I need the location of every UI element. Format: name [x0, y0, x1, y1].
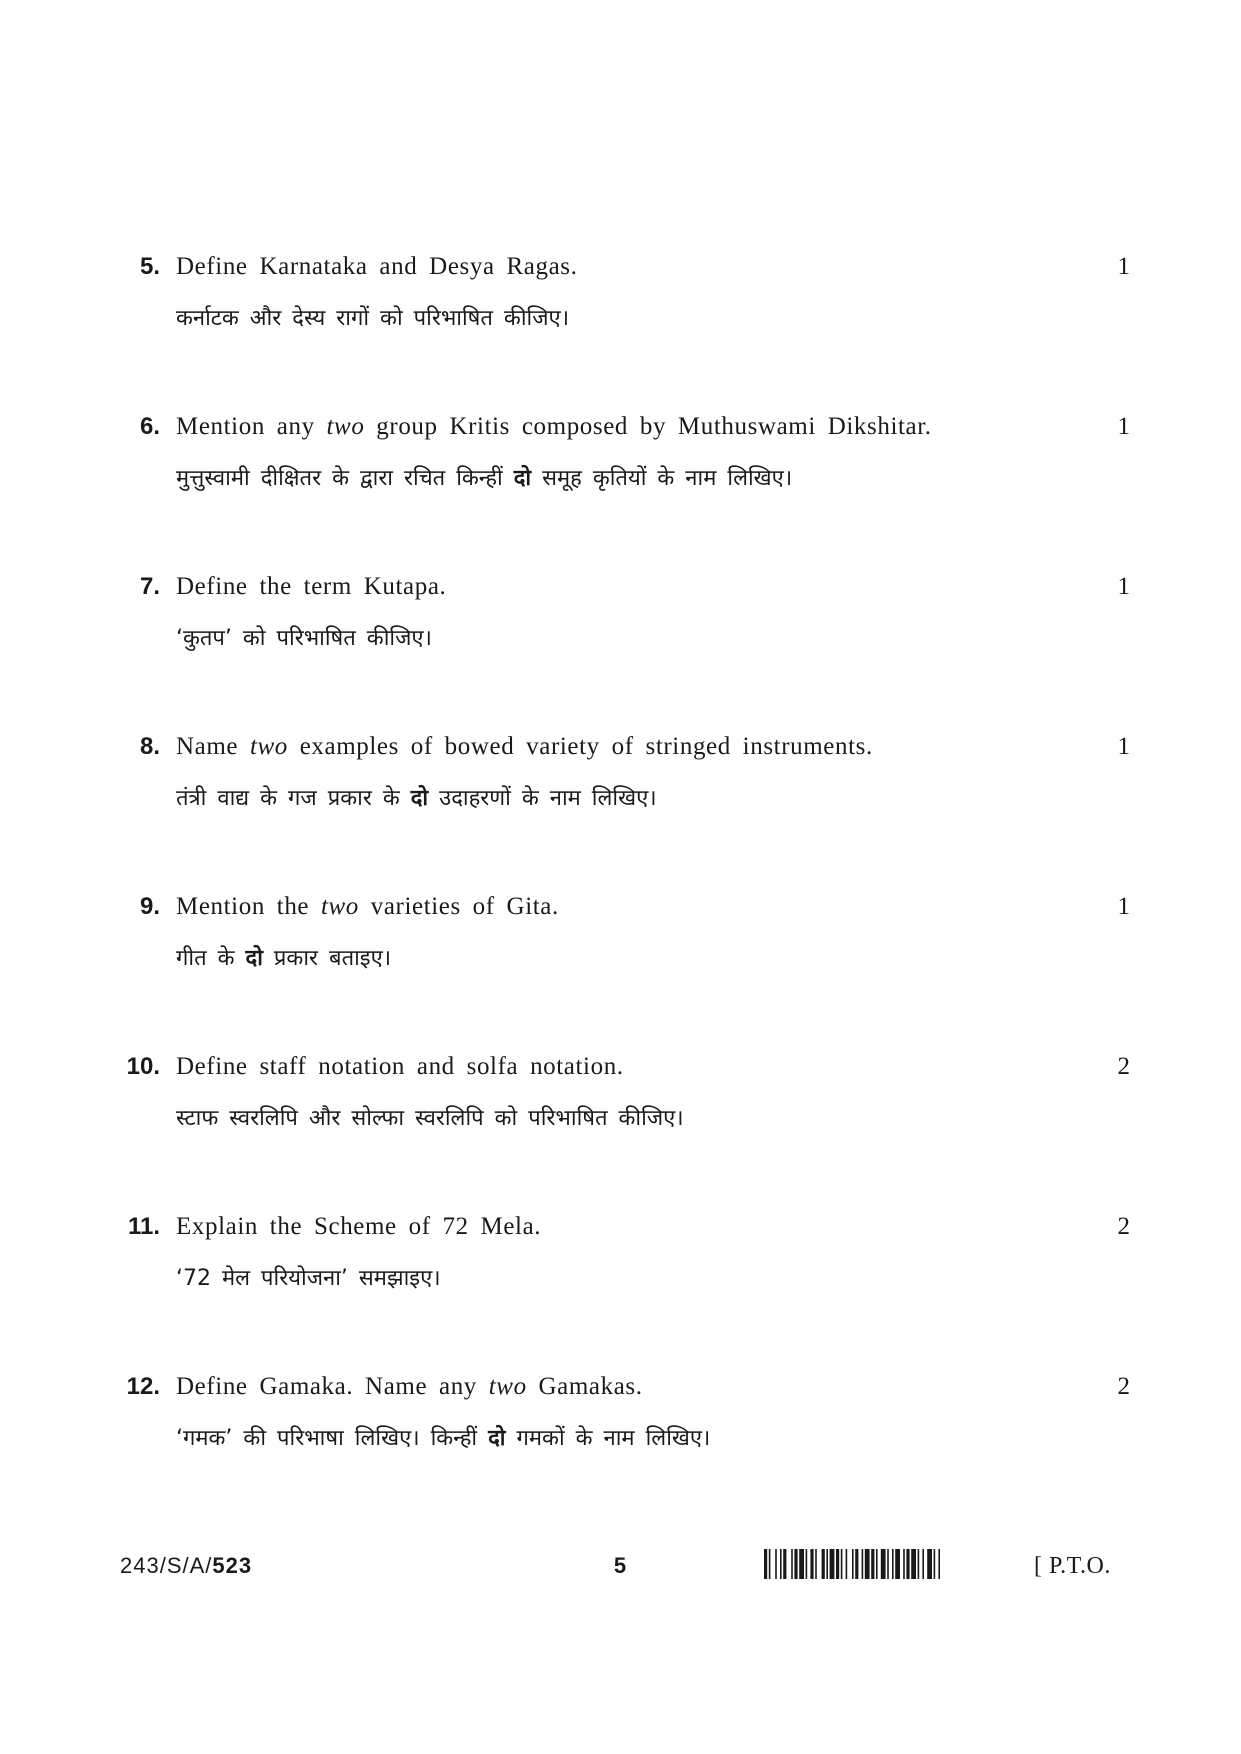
question-marks: 1 [1117, 253, 1130, 280]
barcode-bar [927, 1549, 932, 1579]
barcode-bar [903, 1549, 905, 1579]
question-text-hindi: स्टाफ स्वरलिपि और सोल्फा स्वरलिपि को परिभाषित कीजिए। [176, 1106, 684, 1131]
question-number: 10. [126, 1053, 160, 1080]
barcode-icon [764, 1549, 1022, 1579]
barcode-bar [871, 1549, 874, 1579]
question-marks: 1 [1117, 573, 1130, 600]
barcode-bar [862, 1549, 864, 1579]
question-12 [0, 1370, 1241, 1480]
question-number: 8. [139, 733, 160, 760]
barcode-bar [810, 1549, 813, 1579]
question-marks: 1 [1117, 893, 1130, 920]
question-6 [0, 410, 1241, 520]
barcode-bar [799, 1549, 804, 1579]
question-text-english: Define staff notation and solfa notation. [176, 1053, 624, 1080]
question-number: 5. [139, 253, 160, 280]
emphasis-word: two [326, 413, 365, 440]
barcode-bar [922, 1549, 924, 1579]
question-number: 9. [139, 893, 160, 920]
emphasis-word: दो [513, 466, 532, 491]
barcode-bar [815, 1549, 817, 1579]
question-text-hindi: गीत के दो प्रकार बताइए। [176, 946, 392, 971]
emphasis-word: two [320, 893, 359, 920]
emphasis-word: दो [245, 946, 263, 971]
barcode-bar [769, 1549, 771, 1579]
barcode-bar [906, 1549, 909, 1579]
barcode-bar [826, 1549, 828, 1579]
question-marks: 1 [1117, 733, 1130, 760]
question-number: 12. [126, 1373, 160, 1400]
barcode-bar [918, 1549, 920, 1579]
question-text-hindi: कर्नाटक और देस्य रागों को परिभाषित कीजिए। [176, 306, 570, 331]
question-text-hindi: मुत्तुस्वामी दीक्षितर के द्वारा रचित किन्हीं दो समूह कृतियों के नाम लिखिए। [176, 466, 793, 491]
question-text-english: Explain the Scheme of 72 Mela. [176, 1213, 542, 1240]
barcode-bar [794, 1549, 797, 1579]
barcode-bar [938, 1549, 940, 1579]
paper-code: 243/S/A/523 [120, 1553, 253, 1578]
barcode-bar [895, 1549, 900, 1579]
barcode-bar [855, 1549, 858, 1579]
question-number: 7. [139, 573, 160, 600]
barcode-bar [780, 1549, 782, 1579]
barcode-bar [934, 1549, 936, 1579]
question-text-hindi: ‘गमक’ की परिभाषा लिखिए। किन्हीं दो गमकों के नाम लिखिए। [176, 1426, 711, 1451]
question-11 [0, 1210, 1241, 1320]
question-9 [0, 890, 1241, 1000]
barcode-bar [841, 1549, 843, 1579]
emphasis-word: two [249, 733, 288, 760]
question-text-english: Define Karnataka and Desya Ragas. [176, 253, 578, 280]
question-marks: 2 [1117, 1053, 1130, 1080]
barcode-bar [911, 1549, 916, 1579]
barcode-bar [783, 1549, 786, 1579]
barcode-bar [881, 1549, 886, 1579]
emphasis-word: दो [410, 786, 429, 811]
question-number: 11. [127, 1213, 160, 1240]
question-marks: 1 [1117, 413, 1130, 440]
barcode-bar [865, 1549, 870, 1579]
question-5 [0, 250, 1241, 360]
barcode-bar [791, 1549, 793, 1579]
question-text-english: Define the term Kutapa. [176, 573, 447, 600]
question-10 [0, 1050, 1241, 1160]
question-text-hindi: ‘कुतप’ को परिभाषित कीजिए। [176, 626, 432, 651]
emphasis-word: दो [488, 1426, 506, 1451]
barcode-bar [892, 1549, 894, 1579]
question-text-english: Name two examples of bowed variety of stringed instruments. [176, 733, 873, 760]
barcode-bar [775, 1549, 777, 1579]
question-text-hindi: ‘72 मेल परियोजना’ समझाइए। [176, 1266, 441, 1291]
emphasis-word: two [488, 1373, 527, 1400]
question-text-english: Mention any two group Kritis composed by Muthuswami Dikshitar. [176, 413, 932, 440]
question-marks: 2 [1117, 1213, 1130, 1240]
question-text-hindi: तंत्री वाद्य के गज प्रकार के दो उदाहरणों के नाम लिखिए। [176, 786, 657, 811]
barcode-bar [846, 1549, 848, 1579]
question-8 [0, 730, 1241, 840]
barcode-bar [852, 1549, 854, 1579]
barcode-bar [830, 1549, 835, 1579]
barcode-bar [887, 1549, 889, 1579]
page-number: 5 [613, 1553, 627, 1578]
question-text-english: Define Gamaka. Name any two Gamakas. [176, 1373, 643, 1400]
question-7 [0, 570, 1241, 680]
barcode-bar [764, 1549, 767, 1579]
barcode-bar [806, 1549, 808, 1579]
question-marks: 2 [1117, 1373, 1130, 1400]
question-number: 6. [139, 413, 160, 440]
question-text-english: Mention the two varieties of Gita. [176, 893, 559, 920]
barcode-bar [876, 1549, 878, 1579]
barcode-bar [836, 1549, 839, 1579]
barcode-bar [822, 1549, 825, 1579]
pto-label: [ P.T.O. [1034, 1553, 1111, 1579]
